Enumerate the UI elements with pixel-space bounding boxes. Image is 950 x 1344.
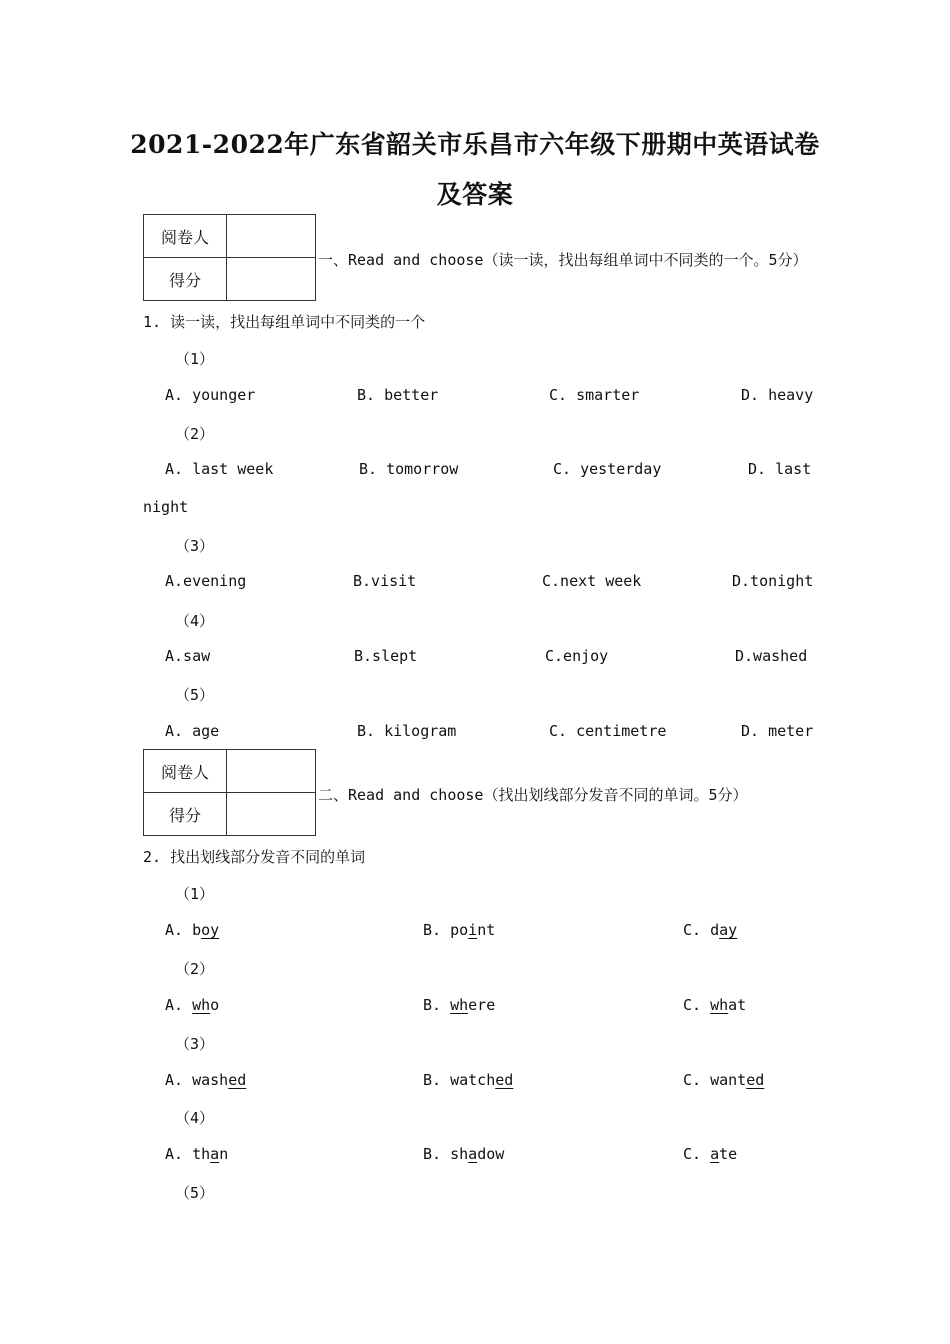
option-b: B. watched xyxy=(423,1071,514,1089)
score-box-1 xyxy=(143,214,316,301)
reviewer-label: 阅卷人 xyxy=(144,215,227,258)
option-a: A. age xyxy=(165,722,220,740)
option-b: B.visit xyxy=(353,572,417,590)
option-c: C. smarter xyxy=(549,386,640,404)
option-a: A.evening xyxy=(165,572,247,590)
option-b: B. tomorrow xyxy=(359,460,459,478)
option-d: D. heavy xyxy=(741,386,814,404)
score-label: 得分 xyxy=(144,258,227,301)
title-line-2: 及答案 xyxy=(436,180,514,209)
option-d: D.washed xyxy=(735,647,808,665)
option-c: C. wanted xyxy=(683,1071,765,1089)
option-a: A.saw xyxy=(165,647,211,665)
option-c: C. day xyxy=(683,921,738,939)
option-a: A. who xyxy=(165,996,220,1014)
score-blank xyxy=(227,793,316,836)
item-number: （5） xyxy=(175,1184,215,1202)
section-2-heading: 二、Read and choose（找出划线部分发音不同的单词。5分） xyxy=(318,786,748,804)
option-a: A. last week xyxy=(165,460,274,478)
item-number: （3） xyxy=(175,537,215,555)
option-d: D.tonight xyxy=(732,572,814,590)
option-d: D. meter xyxy=(741,722,814,740)
score-label: 得分 xyxy=(144,793,227,836)
reviewer-blank xyxy=(227,750,316,793)
option-b: B.slept xyxy=(354,647,418,665)
item-number: （3） xyxy=(175,1035,215,1053)
option-d-continued: night xyxy=(143,498,189,516)
item-number: （4） xyxy=(175,1109,215,1127)
option-b: B. kilogram xyxy=(357,722,457,740)
option-b: B. better xyxy=(357,386,439,404)
option-c: C. yesterday xyxy=(553,460,662,478)
item-number: （5） xyxy=(175,686,215,704)
question-2: 2. 找出划线部分发音不同的单词 xyxy=(143,848,366,866)
score-blank xyxy=(227,258,316,301)
option-d: D. last xyxy=(748,460,812,478)
option-a: A. washed xyxy=(165,1071,247,1089)
score-box-2 xyxy=(143,749,316,836)
item-number: （2） xyxy=(175,960,215,978)
question-1: 1. 读一读，找出每组单词中不同类的一个 xyxy=(143,313,426,331)
option-c: C. ate xyxy=(683,1145,738,1163)
option-c: C.enjoy xyxy=(545,647,609,665)
item-number: （1） xyxy=(175,350,215,368)
option-c: C. centimetre xyxy=(549,722,667,740)
option-b: B. where xyxy=(423,996,496,1014)
option-a: A. than xyxy=(165,1145,229,1163)
option-c: C.next week xyxy=(542,572,642,590)
item-number: （2） xyxy=(175,425,215,443)
option-a: A. younger xyxy=(165,386,256,404)
option-b: B. point xyxy=(423,921,496,939)
item-number: （4） xyxy=(175,612,215,630)
section-1-heading: 一、Read and choose（读一读，找出每组单词中不同类的一个。5分） xyxy=(318,251,808,269)
reviewer-blank xyxy=(227,215,316,258)
option-b: B. shadow xyxy=(423,1145,505,1163)
option-a: A. boy xyxy=(165,921,220,939)
title-line-1: 2021-2022年广东省韶关市乐昌市六年级下册期中英语试卷 xyxy=(130,130,820,159)
item-number: （1） xyxy=(175,885,215,903)
reviewer-label: 阅卷人 xyxy=(144,750,227,793)
option-c: C. what xyxy=(683,996,747,1014)
